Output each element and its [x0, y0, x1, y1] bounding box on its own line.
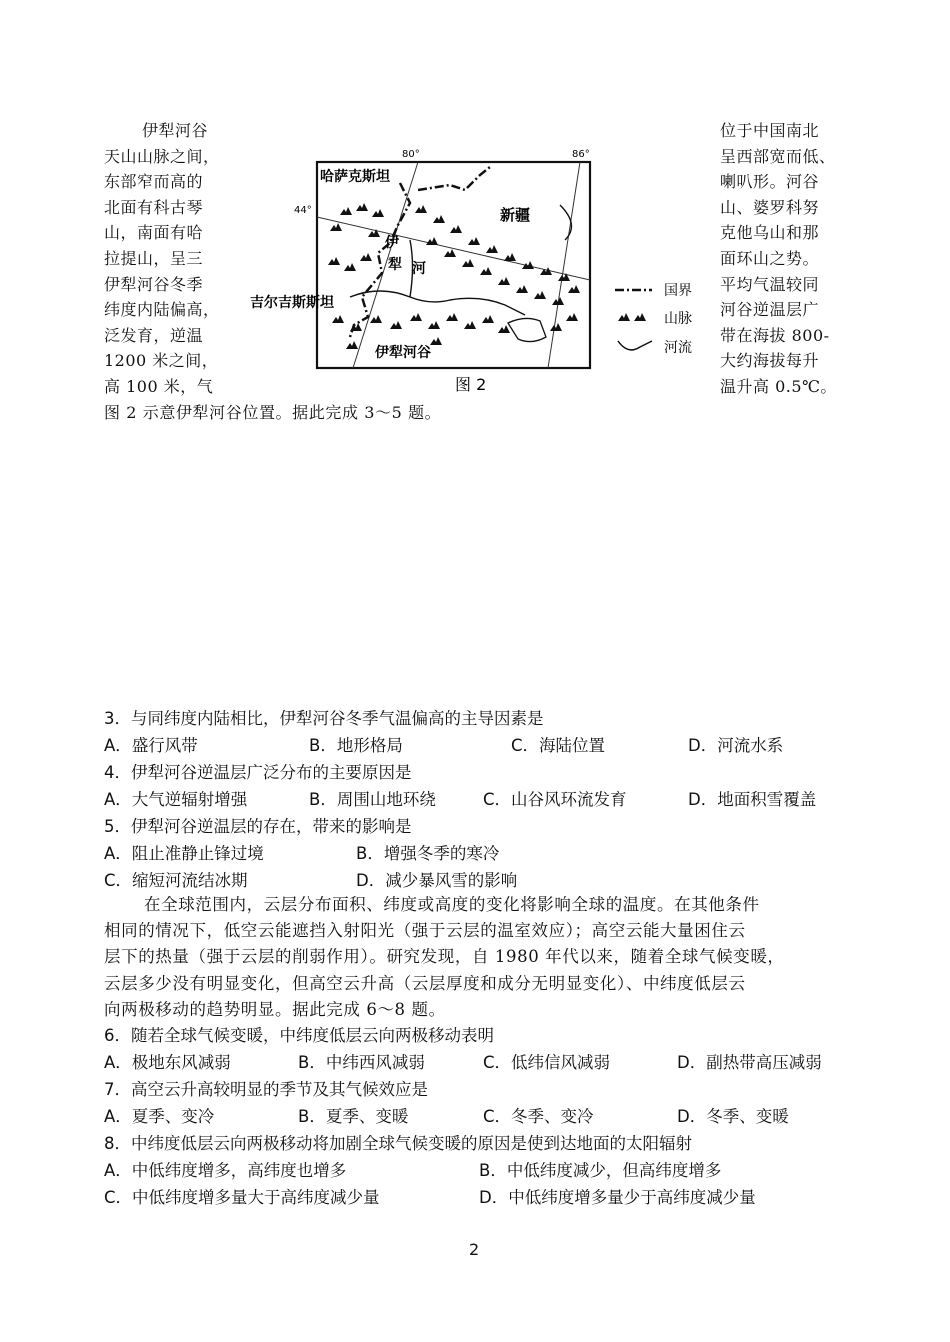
right-line: 克他乌山和那 [720, 223, 820, 243]
left-line: 1200 米之间， [104, 351, 219, 371]
passage-line: 层下的热量（强于云层的削弱作用）。研究发现，自 1980 年代以来，随着全球气候变暖， [104, 947, 785, 967]
passage-line: 云层多少没有明显变化，但高空云升高（云层厚度和成分无明显变化）、中纬度低层云 [104, 973, 746, 993]
lon-label-86: 86° [572, 149, 590, 160]
meridian-86 [548, 162, 580, 368]
meridian-80 [353, 162, 418, 368]
label-ili-valley: 伊犁河谷 [375, 345, 431, 361]
intro-right-column [720, 118, 837, 400]
label-kyrgyzstan: 吉尔吉斯斯坦 [250, 295, 334, 311]
right-line: 河谷逆温层广 [720, 300, 820, 320]
q3-option-a: A．盛行风带 [104, 736, 198, 755]
q6-option-d: D．副热带高压减弱 [677, 1053, 822, 1072]
q5-option-b: B．增强冬季的寒冷 [356, 844, 500, 863]
q4-option-a: A．大气逆辐射增强 [104, 790, 248, 809]
q3-option-d: D．河流水系 [688, 736, 784, 755]
label-river-3: 河 [412, 261, 426, 277]
left-line: 伊犁河谷 [142, 121, 209, 140]
map-legend [615, 283, 692, 356]
right-line: 喇叭形。河谷 [720, 172, 820, 192]
q5-option-a: A．阻止准静止锋过境 [104, 844, 264, 863]
right-line: 大约海拔每升 [720, 351, 820, 371]
question-3: 3．与同纬度内陆相比，伊犁河谷冬季气温偏高的主导因素是 [104, 709, 544, 728]
left-line: 天山山脉之间， [104, 146, 220, 166]
q6-option-b: B．中纬西风减弱 [298, 1053, 425, 1072]
legend-river: 河流 [664, 340, 692, 356]
lon-label-80: 80° [402, 149, 420, 160]
left-line: 伊犁河谷冬季 [104, 274, 204, 294]
figure-intro: 图 2 示意伊犁河谷位置。据此完成 3～5 题。 [104, 403, 442, 422]
q8-option-d: D．中低纬度增多量少于高纬度减少量 [479, 1188, 756, 1207]
question-5: 5．伊犁河谷逆温层的存在，带来的影响是 [104, 817, 412, 836]
q8-option-b: B．中低纬度减少，但高纬度增多 [479, 1161, 722, 1180]
left-line: 高 100 米，气 [104, 376, 214, 396]
map-frame [317, 162, 590, 368]
q7-option-a: A．夏季、变冷 [104, 1107, 215, 1126]
question-7: 7．高空云升高较明显的季节及其气候效应是 [104, 1080, 428, 1099]
question-6: 6．随若全球气候变暖，中纬度低层云向两极移动表明 [104, 1026, 494, 1045]
label-kazakhstan: 哈萨克斯坦 [320, 169, 390, 185]
left-line: 纬度内陆偏高， [104, 300, 220, 320]
q6-option-a: A．极地东风减弱 [104, 1053, 231, 1072]
label-river-1: 伊 [385, 235, 399, 251]
right-line: 平均气温较同 [720, 274, 820, 294]
q8-option-c: C．中低纬度增多量大于高纬度减少量 [104, 1188, 380, 1207]
q7-option-c: C．冬季、变冷 [483, 1107, 594, 1126]
right-line: 位于中国南北 [720, 121, 820, 140]
right-line: 温升高 0.5℃。 [720, 376, 837, 396]
right-line: 带在海拔 800- [720, 325, 830, 345]
lake [508, 318, 546, 341]
q7-option-b: B．夏季、变暖 [298, 1107, 409, 1126]
q5-option-d: D．减少暴风雪的影响 [356, 871, 518, 890]
q4-option-c: C．山谷风环流发育 [483, 790, 627, 809]
cloud-passage [104, 892, 785, 1023]
q7-option-d: D．冬季、变暖 [677, 1107, 789, 1126]
q3-option-c: C．海陆位置 [511, 736, 606, 755]
right-line: 山、婆罗科努 [720, 197, 820, 217]
q4-option-b: B．周围山地环绕 [309, 790, 436, 809]
question-8: 8．中纬度低层云向两极移动将加剧全球气候变暖的原因是使到达地面的太阳辐射 [104, 1134, 692, 1153]
legend-mountain: 山脉 [664, 311, 692, 327]
q8-option-a: A．中低纬度增多，高纬度也增多 [104, 1161, 347, 1180]
river-east [560, 205, 571, 240]
legend-border: 国界 [664, 283, 692, 299]
left-line: 泛发育，逆温 [104, 325, 204, 345]
q3-option-b: B．地形格局 [309, 736, 403, 755]
left-line: 拉提山，呈三 [104, 248, 204, 268]
left-line: 北面有科古琴 [104, 197, 204, 217]
intro-left-column [104, 118, 220, 400]
left-line: 东部窄而高的 [104, 172, 204, 192]
question-4: 4．伊犁河谷逆温层广泛分布的主要原因是 [104, 763, 412, 782]
q4-option-d: D．地面积雪覆盖 [688, 790, 817, 809]
page-number: 2 [469, 1240, 480, 1259]
passage-line: 在全球范围内，云层分布面积、纬度或高度的变化将影响全球的温度。在其他条件 [144, 895, 760, 914]
q5-option-c: C．缩短河流结冰期 [104, 871, 248, 890]
right-line: 呈西部宽而低、 [720, 146, 836, 166]
label-xinjiang: 新疆 [500, 206, 531, 224]
ili-valley-map [250, 145, 710, 395]
passage-line: 向两极移动的趋势明显。据此完成 6～8 题。 [104, 999, 446, 1019]
lat-label-44: 44° [294, 205, 312, 216]
passage-line: 相同的情况下，低空云能遮挡入射阳光（强于云层的温室效应）；高空云能大量困住云 [104, 921, 746, 941]
q6-option-c: C．低纬信风减弱 [483, 1053, 611, 1072]
label-river-2: 犁 [388, 257, 402, 273]
right-line: 面环山之势。 [720, 248, 820, 268]
left-line: 山，南面有哈 [104, 223, 204, 243]
figure-caption: 图 2 [455, 375, 487, 394]
